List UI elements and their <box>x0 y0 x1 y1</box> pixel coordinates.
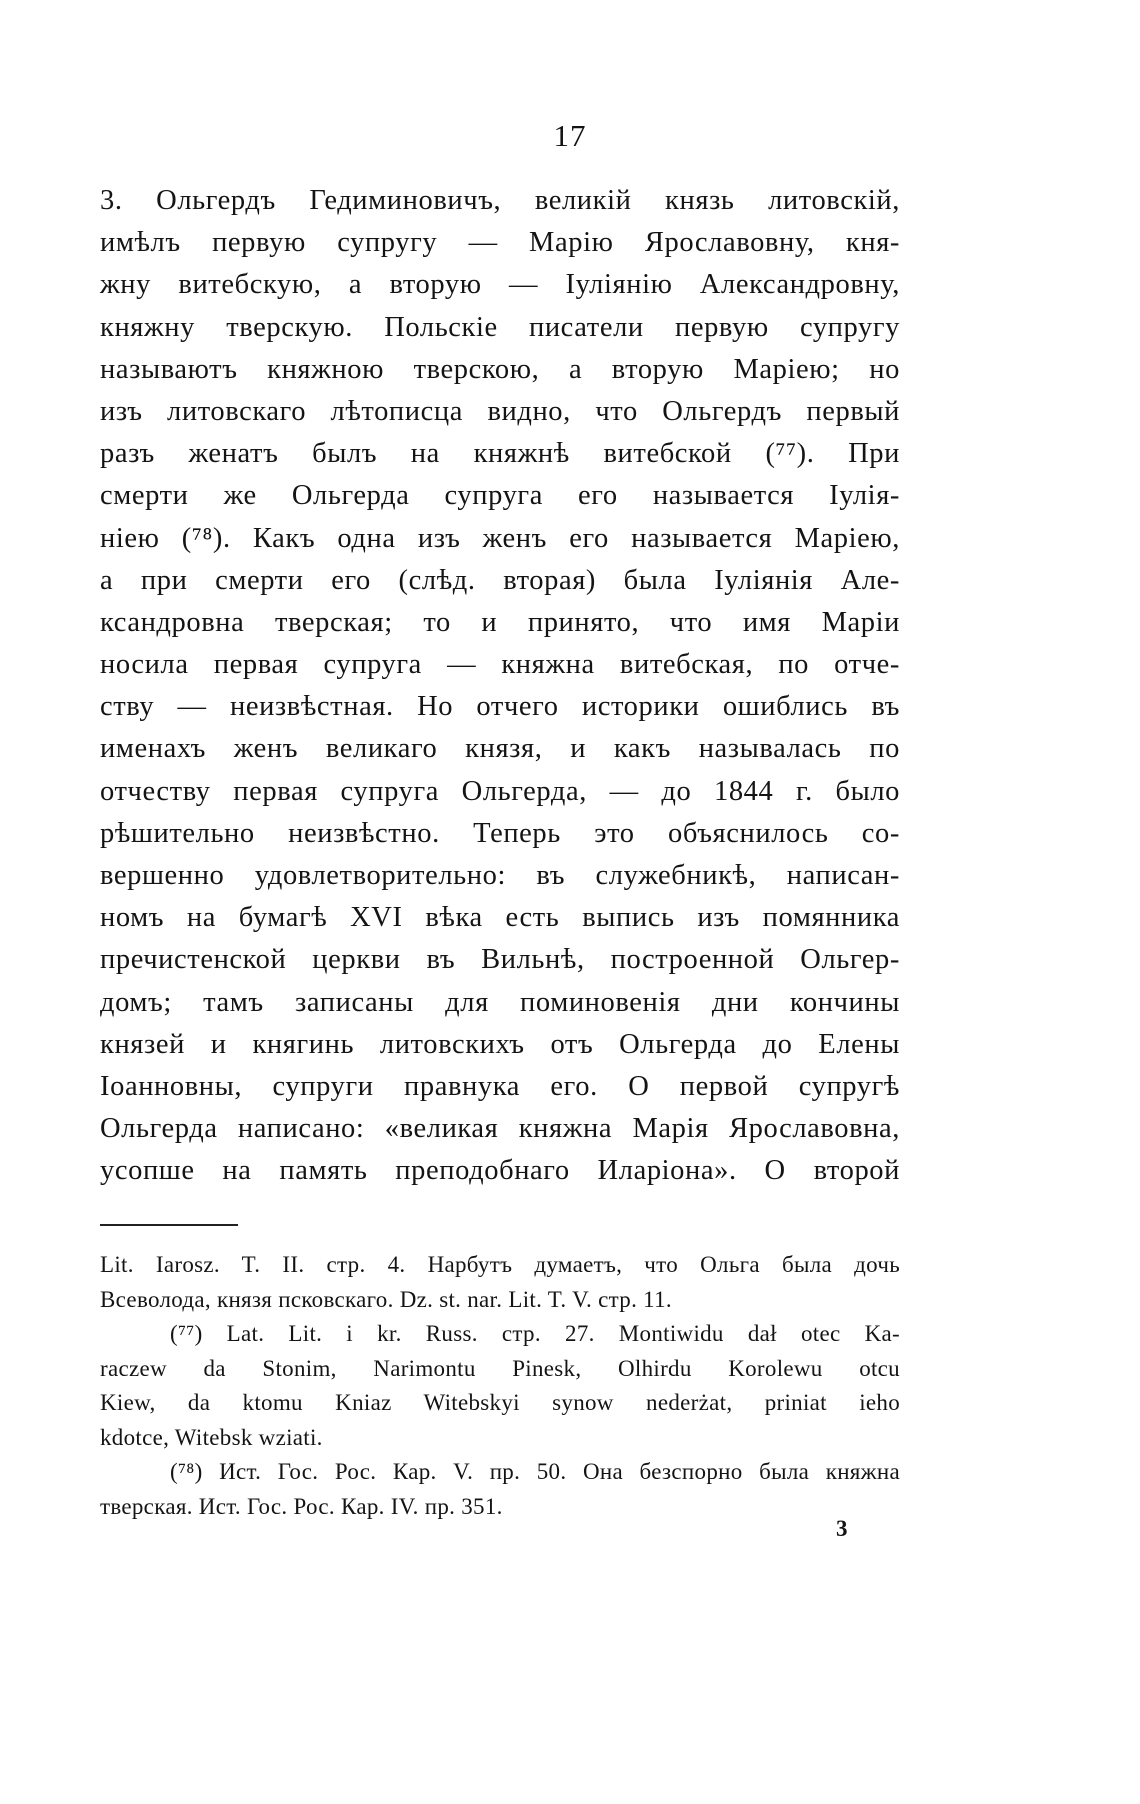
text-line: смерти же Ольгерда супруга его называется Іулія- <box>100 480 900 512</box>
page-number: 17 <box>553 118 587 153</box>
footnote-line: (⁷⁷) Lat. Lit. i kr. Russ. стр. 27. Montiwidu dał otec Ka- <box>170 1321 900 1346</box>
text-line: а при смерти его (слѣд. вторая) была Іуліянія Але- <box>100 564 900 596</box>
main-text <box>100 180 900 1193</box>
text-line: жну витебскую, а вторую — Іуліянію Александровну, <box>100 269 900 301</box>
text-line: номъ на бумагѣ XVI вѣка есть выпись изъ помянника <box>100 902 900 934</box>
footnote-line: kdotce, Witebsk wziati. <box>100 1424 323 1450</box>
text-line: именахъ женъ великаго князя, и какъ называлась по <box>100 733 900 765</box>
text-line: носила первая супруга — княжна витебская, по отче- <box>100 649 900 681</box>
text-line: называютъ княжною тверскою, а вторую Маріею; но <box>100 353 900 385</box>
text-line: отчеству первая супруга Ольгерда, — до 1844 г. было <box>100 775 900 807</box>
text-line: домъ; тамъ записаны для поминовенія дни кончины <box>100 986 900 1018</box>
text-line: имѣлъ первую супругу — Марію Ярославовну, кня- <box>100 227 900 259</box>
footnote-line: Lit. Iarosz. T. II. стр. 4. Нарбутъ думаетъ, что Ольга была дочь <box>100 1252 900 1277</box>
text-line: Іоанновны, супруги правнука его. О первой супругѣ <box>100 1070 900 1102</box>
text-line: ніею (⁷⁸). Какъ одна изъ женъ его называется Маріею, <box>100 522 900 554</box>
footnote-line: тверская. Ист. Гос. Рос. Кар. IV. пр. 351. <box>100 1493 503 1519</box>
text-line: пречистенской церкви въ Вильнѣ, построенной Ольгер- <box>100 944 900 976</box>
text-line: княжну тверскую. Польскіе писатели первую супругу <box>100 311 900 343</box>
text-line: Ольгерда написано: «великая княжна Марія Ярославовна, <box>100 1113 900 1145</box>
text-line: изъ литовскаго лѣтописца видно, что Ольгердъ первый <box>100 395 900 427</box>
text-line: рѣшительно неизвѣстно. Теперь это объяснилось со- <box>100 817 900 849</box>
text-line: 3. Ольгердъ Гедиминовичъ, великій князь литовскій, <box>100 185 900 216</box>
footnotes <box>100 1248 900 1524</box>
footnote-line: Kiew, da ktomu Kniaz Witebskyi synow nederżat, priniat ieho <box>100 1390 900 1415</box>
footnote-divider <box>100 1224 238 1226</box>
footnote-line: (⁷⁸) Ист. Гос. Рос. Кар. V. пр. 50. Она безспорно была княжна <box>170 1459 900 1484</box>
footnote-line: Всеволода, князя псковскаго. Dz. st. nar. Lit. T. V. стр. 11. <box>100 1286 672 1312</box>
text-line: князей и княгинь литовскихъ отъ Ольгерда до Елены <box>100 1028 900 1060</box>
signature-mark: 3 <box>836 1516 848 1541</box>
text-line: ству — неизвѣстная. Но отчего историки ошиблись въ <box>100 691 900 723</box>
text-line: вершенно удовлетворительно: въ служебникѣ, написан- <box>100 860 900 891</box>
text-line: ксандровна тверская; то и принято, что имя Маріи <box>100 606 900 638</box>
text-line: разъ женатъ былъ на княжнѣ витебской (⁷⁷). При <box>100 438 900 470</box>
text-line: усопше на память преподобнаго Иларіона». О второй <box>100 1155 900 1187</box>
footnote-line: raczew da Stonim, Narimontu Pinesk, Olhirdu Korolewu otcu <box>100 1355 900 1381</box>
